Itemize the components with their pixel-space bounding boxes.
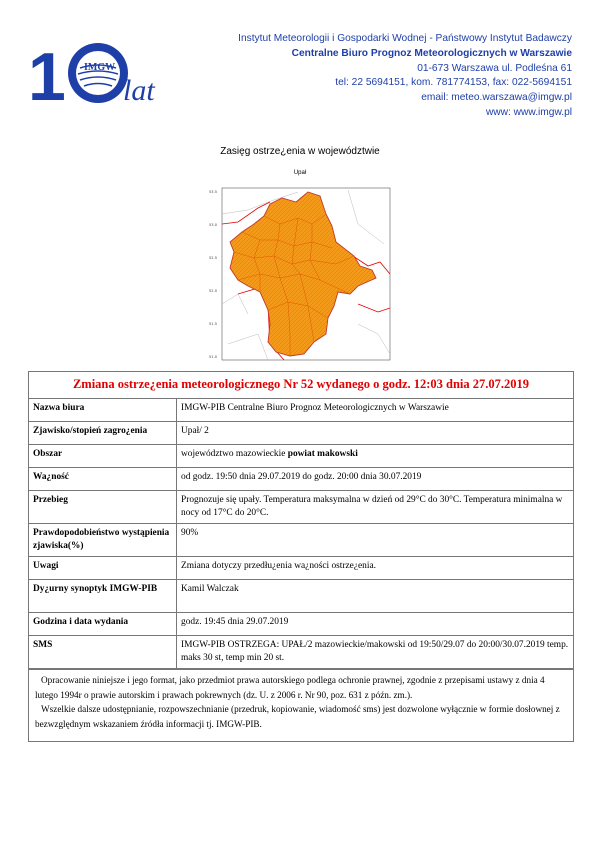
table-row bbox=[29, 557, 573, 580]
row-value: IMGW-PIB Centralne Biuro Prognoz Meteorologicznych w Warszawie bbox=[177, 399, 574, 422]
row-value: 90% bbox=[177, 524, 574, 557]
y-tick-label: 52.0 bbox=[209, 289, 218, 293]
row-label: Wa¿ność bbox=[29, 468, 177, 491]
row-value bbox=[177, 445, 574, 468]
table-row bbox=[29, 580, 573, 613]
institute-name: Instytut Meteorologii i Gospodarki Wodnej - Państwowy Instytut Badawczy bbox=[238, 33, 572, 44]
row-label: Dy¿urny synoptyk IMGW-PIB bbox=[29, 580, 177, 613]
row-label: Prawdopodobieństwo wystąpienia zjawiska(%) bbox=[29, 524, 177, 557]
address: 01-673 Warszawa ul. Podleśna 61 bbox=[417, 62, 572, 74]
website: www: www.imgw.pl bbox=[485, 106, 572, 118]
row-value: Upał/ 2 bbox=[177, 422, 574, 445]
row-value: Prognozuje się upały. Temperatura maksymalna w dzień od 29°C do 30°C. Temperatura minimalna w nocy od 17°C do 20°C. bbox=[177, 491, 574, 524]
warning-details-table bbox=[29, 399, 573, 669]
row-label: Zjawisko/stopień zagro¿enia bbox=[29, 422, 177, 445]
copyright-notice bbox=[29, 669, 573, 741]
row-label: Uwagi bbox=[29, 557, 177, 580]
map-title: Zasięg ostrze¿enia w województwie bbox=[220, 146, 380, 157]
row-value: Kamil Walczak bbox=[177, 580, 574, 613]
row-value: Zmiana dotyczy przedłu¿enia wa¿ności ostrze¿enia. bbox=[177, 557, 574, 580]
row-label: Godzina i data wydania bbox=[29, 613, 177, 636]
warning-map bbox=[208, 184, 392, 364]
imgw-100-years-logo bbox=[28, 36, 168, 110]
row-label: SMS bbox=[29, 636, 177, 669]
map-subtitle: Upał bbox=[293, 170, 307, 176]
row-label: Przebieg bbox=[29, 491, 177, 524]
bureau-name: Centralne Biuro Prognoz Meteorologicznych w Warszawie bbox=[291, 47, 572, 59]
warning-document bbox=[28, 371, 574, 742]
copyright-paragraph: Opracowanie niniejsze i jego format, jako przedmiot prawa autorskiego podlega ochronie prawnej, zgodnie z przepisami ustawy z dnia 4 lutego 1994r o prawie autorskim i prawach pokrewnych (dz. U. z 2006 r. Nr 90, poz. 631 z późn. zm.). bbox=[35, 675, 545, 700]
y-tick-label: 53.0 bbox=[209, 223, 218, 227]
row-label: Nazwa biura bbox=[29, 399, 177, 422]
table-row bbox=[29, 491, 573, 524]
row-value: godz. 19:45 dnia 29.07.2019 bbox=[177, 613, 574, 636]
area-region: województwo mazowieckie bbox=[181, 449, 288, 459]
svg-text:1: 1 bbox=[28, 39, 66, 110]
table-row bbox=[29, 468, 573, 491]
table-row bbox=[29, 445, 573, 468]
table-row bbox=[29, 613, 573, 636]
warning-heading: Zmiana ostrze¿enia meteorologicznego Nr 52 wydanego o godz. 12:03 dnia 27.07.2019 bbox=[29, 372, 573, 399]
area-county: powiat makowski bbox=[287, 449, 358, 459]
table-row bbox=[29, 636, 573, 669]
y-tick-label: 52.5 bbox=[209, 256, 218, 260]
svg-text:lat: lat bbox=[123, 74, 155, 107]
table-row bbox=[29, 422, 573, 445]
row-label: Obszar bbox=[29, 445, 177, 468]
row-value: od godz. 19:50 dnia 29.07.2019 do godz. 20:00 dnia 30.07.2019 bbox=[177, 468, 574, 491]
distribution-paragraph: Wszelkie dalsze udostępnianie, rozpowszechnianie (przedruk, kopiowanie, wiadomość sms) jest dozwolone wyłącznie w formie dosłownej z bezwzględnym wskazaniem źródła informacji tj. IMGW-PIB. bbox=[35, 704, 560, 729]
y-tick-label: 53.5 bbox=[209, 190, 218, 194]
y-tick-label: 51.0 bbox=[209, 355, 218, 359]
svg-text:IMGW: IMGW bbox=[84, 62, 116, 73]
y-tick-label: 51.5 bbox=[209, 322, 218, 326]
phone: tel: 22 5694151, kom. 781774153, fax: 022-5694151 bbox=[335, 77, 572, 89]
email: email: meteo.warszawa@imgw.pl bbox=[421, 92, 572, 104]
institute-header bbox=[238, 32, 572, 121]
table-row bbox=[29, 399, 573, 422]
table-row bbox=[29, 524, 573, 557]
row-value: IMGW-PIB OSTRZEGA: UPAŁ/2 mazowieckie/makowski od 19:50/29.07 do 20:00/30.07.2019 temp. maks 30 st, temp min 20 st. bbox=[177, 636, 574, 669]
